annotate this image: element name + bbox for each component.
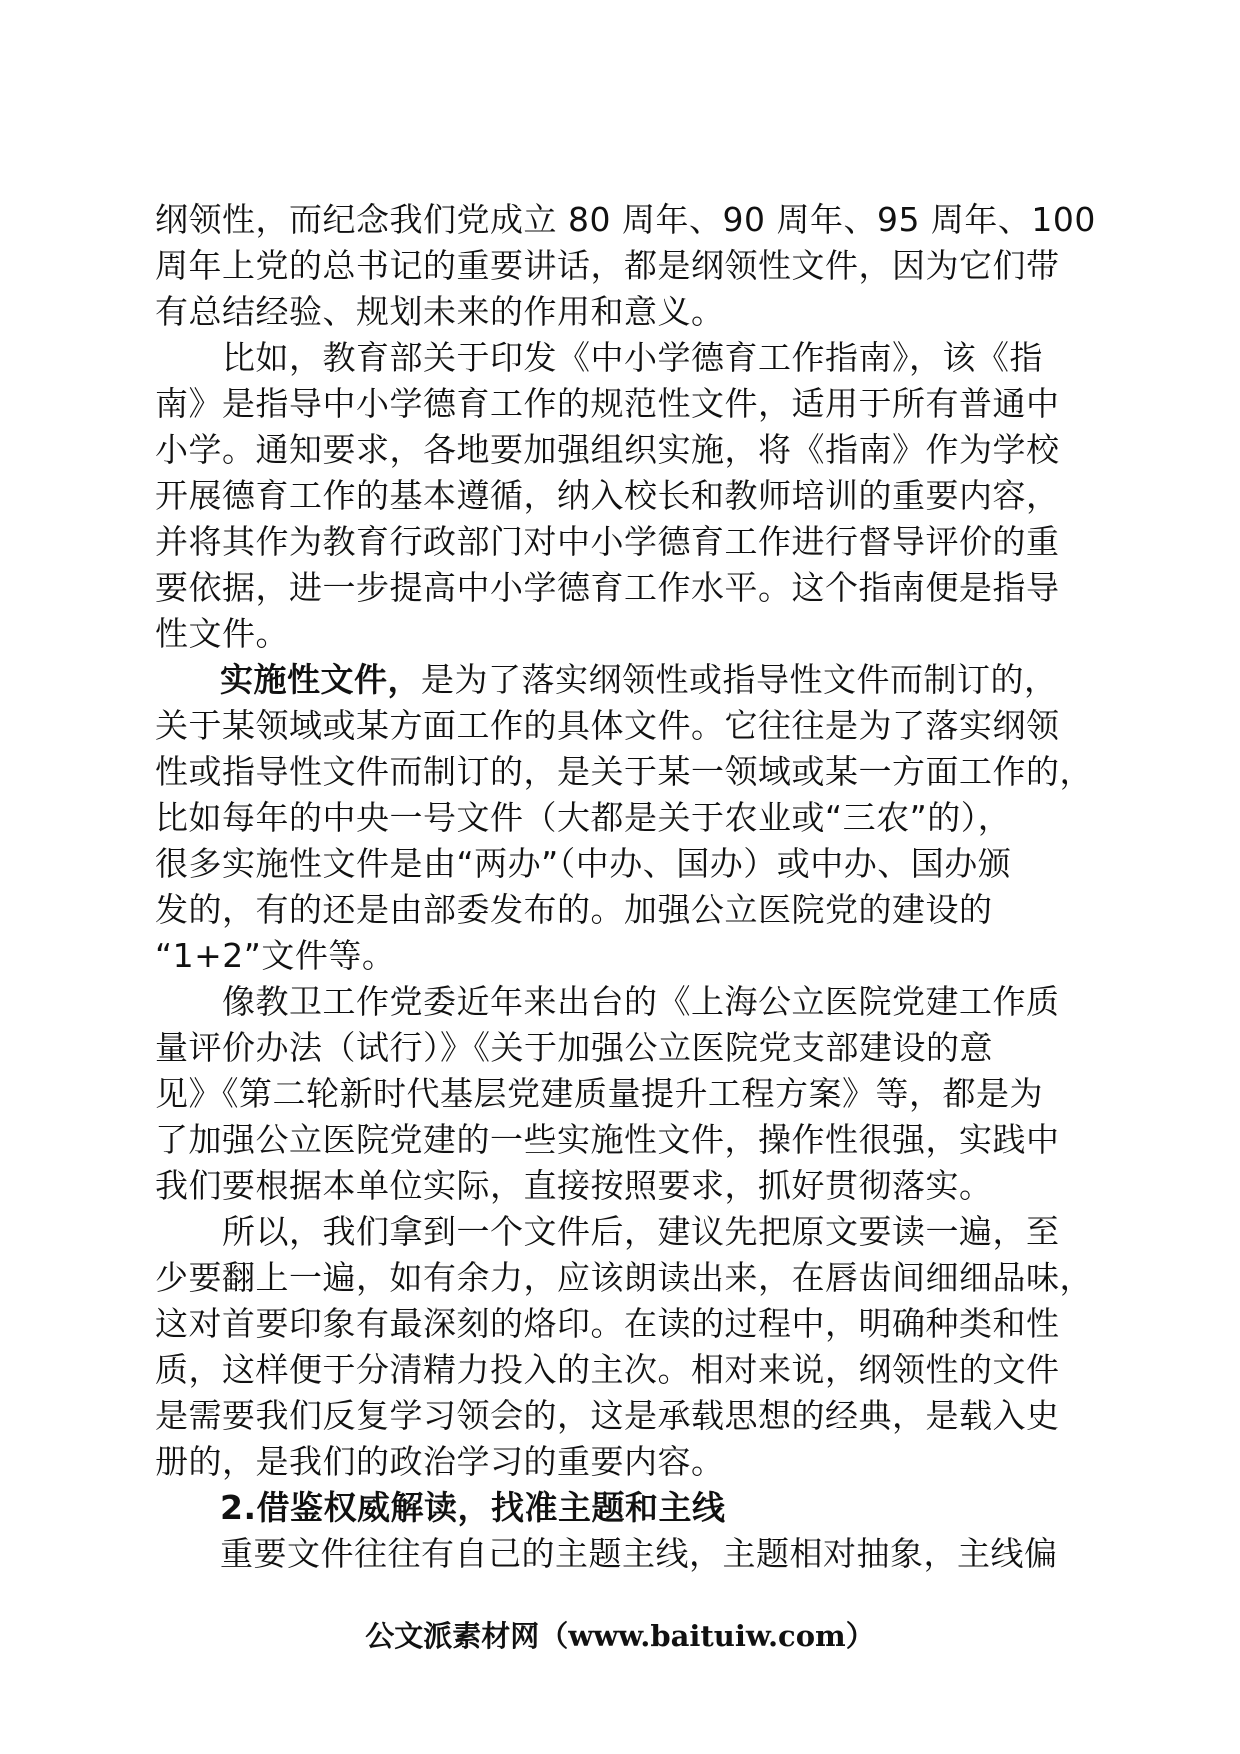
section-heading: 2.借鉴权威解读，找准主题和主线 xyxy=(220,1488,726,1527)
body-line: 并将其作为教育行政部门对中小学德育工作进行督导评价的重 xyxy=(155,522,1060,561)
body-line: 要依据，进一步提高中小学德育工作水平。这个指南便是指导 xyxy=(155,568,1060,607)
body-line: 有总结经验、规划未来的作用和意义。 xyxy=(155,292,725,331)
body-line: 开展德育工作的基本遵循，纳入校长和教师培训的重要内容， xyxy=(155,476,1060,515)
body-line: 性或指导性文件而制订的，是关于某一领域或某一方面工作的， xyxy=(155,752,1093,791)
body-line: 南》是指导中小学德育工作的规范性文件，适用于所有普通中 xyxy=(155,384,1060,423)
body-line: 所以，我们拿到一个文件后，建议先把原文要读一遍，至 xyxy=(155,1212,1060,1251)
body-line: 见》《第二轮新时代基层党建质量提升工程方案》等，都是为 xyxy=(155,1074,1043,1113)
body-line: “1+2”文件等。 xyxy=(155,936,396,975)
implementation-term: 实施性文件， xyxy=(220,660,421,699)
body-line: 比如，教育部关于印发《中小学德育工作指南》，该《指 xyxy=(155,338,1043,377)
body-line: 是需要我们反复学习领会的，这是承载思想的经典，是载入史 xyxy=(155,1396,1060,1435)
body-line: 少要翻上一遍，如有余力，应该朗读出来，在唇齿间细细品味， xyxy=(155,1258,1093,1297)
implementation-paragraph-first-line xyxy=(220,657,1058,703)
body-line: 小学。通知要求，各地要加强组织实施，将《指南》作为学校 xyxy=(155,430,1060,469)
page-footer-watermark: 公文派素材网（www.baituiw.com） xyxy=(365,1619,875,1653)
body-line: 周年上党的总书记的重要讲话，都是纲领性文件，因为它们带 xyxy=(155,246,1060,285)
body-line: 了加强公立医院党建的一些实施性文件，操作性很强，实践中 xyxy=(155,1120,1060,1159)
body-line: 这对首要印象有最深刻的烙印。在读的过程中，明确种类和性 xyxy=(155,1304,1060,1343)
body-line: 性文件。 xyxy=(155,614,289,653)
body-line: 像教卫工作党委近年来出台的《上海公立医院党建工作质 xyxy=(155,982,1060,1021)
implementation-definition: 是为了落实纲领性或指导性文件而制订的， xyxy=(421,660,1058,699)
body-line: 量评价办法（试行）》《关于加强公立医院党支部建设的意 xyxy=(155,1028,993,1067)
body-line: 册的，是我们的政治学习的重要内容。 xyxy=(155,1442,725,1481)
body-line: 很多实施性文件是由“两办”（中办、国办）或中办、国办颁 xyxy=(155,844,1012,883)
body-line: 发的，有的还是由部委发布的。加强公立医院党的建设的 xyxy=(155,890,993,929)
body-line: 质，这样便于分清精力投入的主次。相对来说，纲领性的文件 xyxy=(155,1350,1060,1389)
body-line: 比如每年的中央一号文件（大都是关于农业或“三农”的）， xyxy=(155,798,1012,837)
body-line: 重要文件往往有自己的主题主线，主题相对抽象，主线偏 xyxy=(220,1534,1058,1573)
body-line: 我们要根据本单位实际，直接按照要求，抓好贯彻落实。 xyxy=(155,1166,993,1205)
body-line: 关于某领域或某方面工作的具体文件。它往往是为了落实纲领 xyxy=(155,706,1060,745)
body-line: 纲领性，而纪念我们党成立 80 周年、90 周年、95 周年、100 xyxy=(155,200,1096,239)
